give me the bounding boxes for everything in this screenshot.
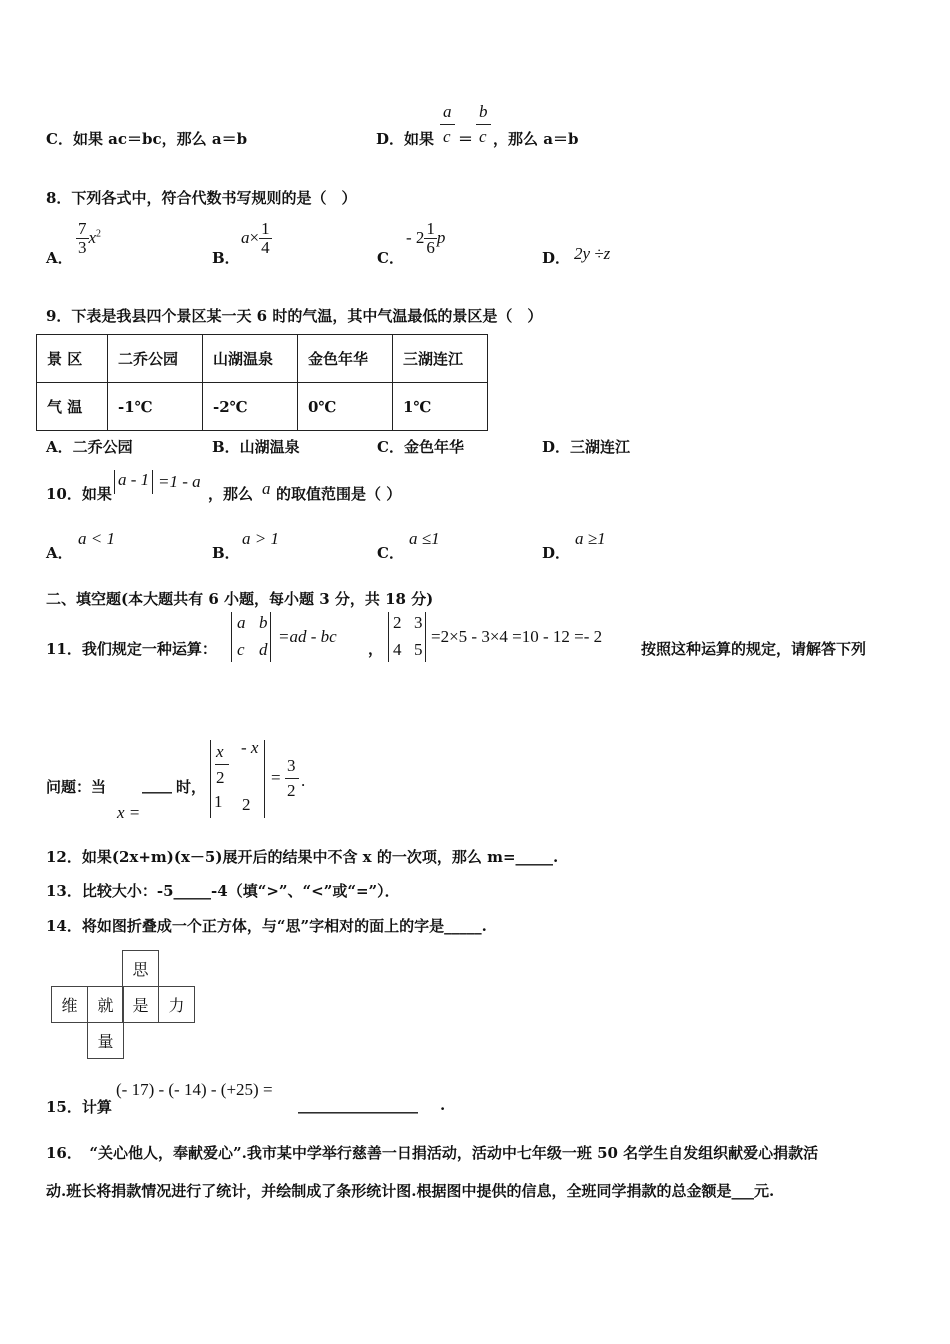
q8-a-label: A． xyxy=(46,249,73,267)
q11-det3-den: 2 xyxy=(216,768,225,787)
q11-det3-fraction-bar xyxy=(215,764,229,765)
q8-c-var: p xyxy=(436,227,446,247)
q7-d-numerator-a: a xyxy=(443,102,452,121)
q11-det3-bottom-right: 2 xyxy=(242,795,251,814)
q9-option-a: A．二乔公园 xyxy=(46,438,133,456)
q11-det3-bottom-left: 1 xyxy=(214,792,223,811)
cube-net-face-bottom: 量 xyxy=(87,1022,124,1059)
q11-det2-d: 5 xyxy=(414,640,423,659)
q10-b-label: B． xyxy=(212,544,240,562)
cube-net-face-2: 就 xyxy=(87,986,124,1023)
q7-option-c: C．如果 ac＝bc，那么 a＝b xyxy=(46,130,248,148)
cube-net-face-3: 是 xyxy=(122,986,159,1023)
q11-rhs-num: 3 xyxy=(287,756,296,775)
table-header-cell: 二乔公园 xyxy=(108,335,203,383)
q8-b-fraction xyxy=(259,220,272,257)
table-cell: 1℃ xyxy=(393,383,488,431)
q11-det2 xyxy=(388,612,426,662)
q10-c-label: C． xyxy=(377,544,404,562)
q8-a-var: x xyxy=(88,227,97,247)
q11-det2-c: 4 xyxy=(393,640,402,659)
q8-a-exp: 2 xyxy=(96,228,102,240)
q11-definition: =ad - bc xyxy=(278,627,337,646)
q11-det1 xyxy=(231,612,271,662)
table-header-cell: 金色年华 xyxy=(298,335,393,383)
q8-b-expr xyxy=(241,220,272,257)
q11-pre: 11．我们规定一种运算： xyxy=(46,640,217,658)
q8-c-num: 1 xyxy=(426,219,435,238)
table-row xyxy=(37,335,488,383)
table-header-cell: 山湖温泉 xyxy=(203,335,298,383)
q12-text: 12．如果(2x+m)(x－5)展开后的结果中不含 x 的一次项，那么 m=_____. xyxy=(46,848,559,866)
q9-option-d: D．三湖连江 xyxy=(542,438,631,456)
q11-det3-num: x xyxy=(216,742,224,761)
q8-c-expr xyxy=(406,220,445,257)
q7-d-fraction-bar-1 xyxy=(440,124,455,125)
q10-d-label: D． xyxy=(542,544,571,562)
q11-det3 xyxy=(210,740,265,818)
table-header-cell: 三湖连江 xyxy=(393,335,488,383)
q8-a-den: 3 xyxy=(78,237,87,257)
q11-det2-a: 2 xyxy=(393,613,402,632)
cube-net-face-4: 力 xyxy=(158,986,195,1023)
q10-abs-value xyxy=(114,470,153,494)
q15-label: 15．计算 xyxy=(46,1098,112,1116)
table-header-cell: 景 区 xyxy=(37,335,108,383)
q11-rhs-den: 2 xyxy=(287,781,296,800)
table-row xyxy=(37,383,488,431)
q11-det1-d: d xyxy=(259,640,268,659)
q15-answer-blank[interactable]: ________________ xyxy=(298,1096,418,1114)
q11-post: 按照这种运算的规定，请解答下列 xyxy=(641,640,867,658)
q11-rhs-dot: . xyxy=(301,771,306,790)
q11-det2-b: 3 xyxy=(414,613,423,632)
cube-net-face-top: 思 xyxy=(122,950,159,987)
q11-rhs-fraction-bar xyxy=(285,778,299,779)
q16-line1: 16． “关心他人，奉献爱心”.我市某中学举行慈善一日捐活动，活动中七年级一班 50 名学生自发组织献爱心捐款活 xyxy=(46,1144,819,1162)
q8-stem: 8．下列各式中，符合代数书写规则的是（ ） xyxy=(46,189,357,207)
q11-det1-a: a xyxy=(237,613,246,632)
q10-b-expr: a > 1 xyxy=(242,529,279,548)
q10-pre: 10．如果 xyxy=(46,485,112,503)
q11-x-equals: x = xyxy=(117,803,141,822)
q10-abs-rest: =1 - a xyxy=(158,472,201,491)
q13-text: 13．比较大小：-5_____-4（填“>”、“<”或“=”）． xyxy=(46,882,400,900)
q8-b-var: a xyxy=(241,227,250,247)
q7-option-d-prefix: D．如果 xyxy=(376,130,435,148)
q8-a-expr xyxy=(76,220,101,257)
q15-expression: (- 17) - (- 14) - (+25) = xyxy=(116,1080,273,1099)
q10-a-label: A． xyxy=(46,544,73,562)
q8-d-expr: 2y ÷z xyxy=(574,244,611,263)
q7-d-denominator-c2: c xyxy=(479,127,487,146)
q8-a-num: 7 xyxy=(78,219,87,238)
q8-c-den: 6 xyxy=(426,237,435,257)
q9-option-b: B．山湖温泉 xyxy=(212,438,300,456)
q8-b-op: × xyxy=(249,227,260,247)
q11-rhs-equals: = xyxy=(271,768,281,787)
q11-answer-blank[interactable]: ____ xyxy=(142,776,172,794)
q11-comma: ， xyxy=(368,640,384,658)
q9-option-c: C．金色年华 xyxy=(377,438,464,456)
table-cell: -2℃ xyxy=(203,383,298,431)
table-cell: 0℃ xyxy=(298,383,393,431)
q8-d-label: D． xyxy=(542,249,571,267)
q8-b-den: 4 xyxy=(261,237,270,257)
q11-line2-pre: 问题：当 xyxy=(46,778,107,796)
q8-b-num: 1 xyxy=(261,219,270,238)
q10-post: 的取值范围是（ ） xyxy=(276,485,402,503)
table-cell: 气 温 xyxy=(37,383,108,431)
q8-c-pre: - 2 xyxy=(406,227,425,247)
q10-d-expr: a ≥1 xyxy=(575,529,606,548)
q7-d-suffix: ，那么 a＝b xyxy=(493,130,579,148)
section-title: 二、填空题(本大题共有 6 小题，每小题 3 分，共 18 分) xyxy=(46,590,434,608)
q9-temperature-table xyxy=(36,334,488,431)
q9-stem: 9．下表是我县四个景区某一天 6 时的气温，其中气温最低的景区是（ ） xyxy=(46,307,543,325)
q15-end: . xyxy=(440,1096,446,1114)
q8-c-fraction xyxy=(424,220,437,257)
q8-b-label: B． xyxy=(212,249,240,267)
q8-a-fraction xyxy=(76,220,89,257)
q7-d-equals: ＝ xyxy=(458,130,474,148)
q11-det3-top-right: - x xyxy=(241,738,259,757)
q8-c-label: C． xyxy=(377,249,404,267)
q10-a-expr: a < 1 xyxy=(78,529,115,548)
q7-d-numerator-b: b xyxy=(479,102,488,121)
q11-line2-time: 时， xyxy=(176,778,207,796)
q14-text: 14．将如图折叠成一个正方体，与“思”字相对的面上的字是_____. xyxy=(46,917,487,935)
cube-net-face-1: 维 xyxy=(51,986,88,1023)
q11-det1-b: b xyxy=(259,613,268,632)
q7-d-denominator-c: c xyxy=(443,127,451,146)
q16-line2: 动.班长将捐款情况进行了统计，并绘制成了条形统计图.根据图中提供的信息，全班同学捐款的总金额是___元. xyxy=(46,1182,775,1200)
table-cell: -1℃ xyxy=(108,383,203,431)
q11-det1-c: c xyxy=(237,640,245,659)
q11-example: =2×5 - 3×4 =10 - 12 =- 2 xyxy=(431,627,603,646)
q10-c-expr: a ≤1 xyxy=(409,529,440,548)
q10-abs-inner: a - 1 xyxy=(118,470,150,489)
q10-var: a xyxy=(262,479,271,498)
q10-mid: ，那么 xyxy=(208,485,254,503)
q7-d-fraction-bar-2 xyxy=(476,124,491,125)
